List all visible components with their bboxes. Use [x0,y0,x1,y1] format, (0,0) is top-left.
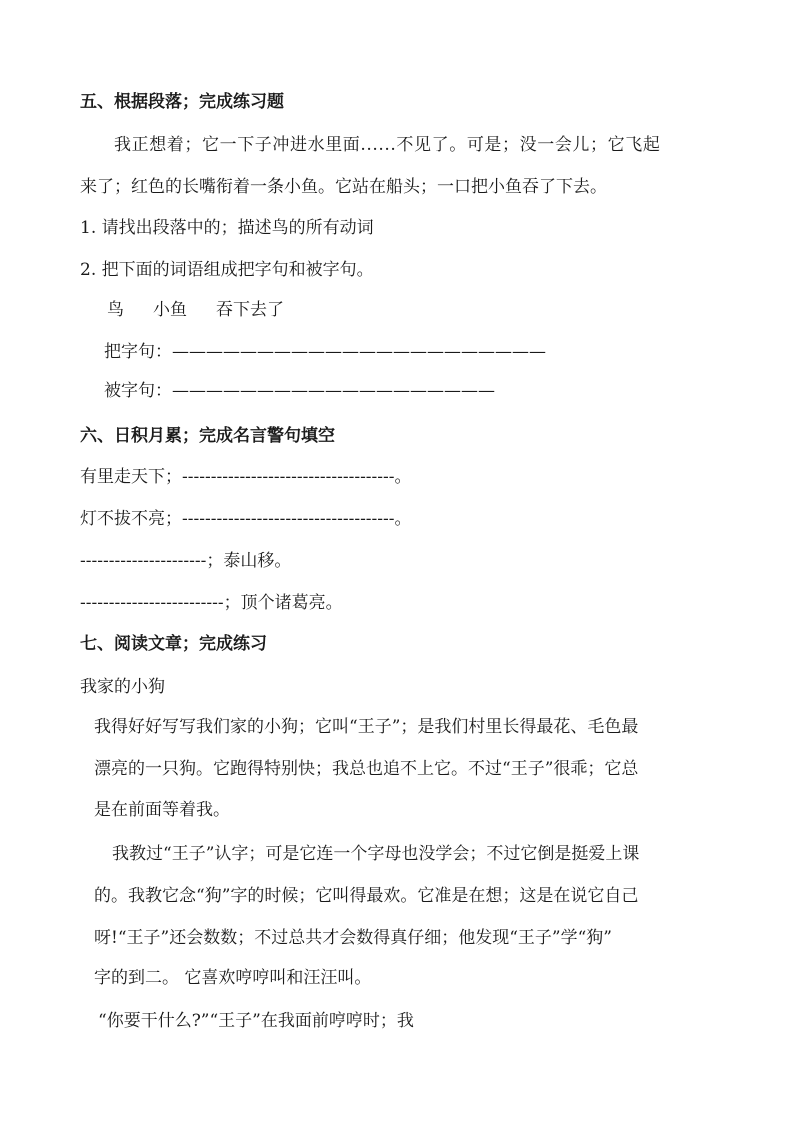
proverb-fill-1: 有里走天下；-------------------------------------。 [80,467,412,487]
proverb-fill-2: 灯不拔不亮；-------------------------------------。 [80,509,412,529]
article-p1-line-1: 我得好好写写我们家的小狗；它叫“王子”；是我们村里长得最花、毛色最 [94,717,639,737]
article-p1-line-2: 漂亮的一只狗。它跑得特别快；我总也追不上它。不过“王子”很乖；它总 [94,759,639,779]
article-p2-line-3: 呀!“王子”还会数数；不过总共才会数得真仔细；他发现“王子”学“狗” [94,928,612,948]
question-2: 2. 把下面的词语组成把字句和被字句。 [80,260,374,280]
article-p1-line-3: 是在前面等着我。 [94,800,230,820]
passage-line-1: 我正想着；它一下子冲进水里面......不见了。可是；没一会儿；它飞起 [114,135,661,155]
article-p3-line-1: “你要干什么?”“王子”在我面前哼哼时；我 [98,1011,414,1031]
section-5-heading: 五、根据段落；完成练习题 [80,92,284,112]
word-swallow: 吞下去了 [216,300,284,320]
word-bird: 鸟 [107,300,124,320]
article-title: 我家的小狗 [80,677,165,697]
bei-sentence-blank: 被字句：——————————————————— [104,381,495,401]
article-p2-line-4: 字的到二。 它喜欢哼哼叫和汪汪叫。 [94,968,372,988]
question-1: 1. 请找出段落中的；描述鸟的所有动词 [80,218,374,238]
passage-line-2: 来了；红色的长嘴衔着一条小鱼。它站在船头；一口把小鱼吞了下去。 [80,177,607,197]
section-6-heading: 六、日积月累；完成名言警句填空 [80,426,335,446]
article-p2-line-1: 我教过“王子”认字；可是它连一个字母也没学会；不过它倒是挺爱上课 [112,844,640,864]
word-small-fish: 小鱼 [153,300,187,320]
proverb-fill-4: -------------------------；顶个诸葛亮。 [80,593,343,613]
article-p2-line-2: 的。我教它念“狗”字的时候；它叫得最欢。它准是在想；这是在说它自己 [94,886,639,906]
ba-sentence-blank: 把字句：—————————————————————— [104,342,546,362]
section-7-heading: 七、阅读文章；完成练习 [80,634,267,654]
proverb-fill-3: ----------------------；泰山移。 [80,551,292,571]
